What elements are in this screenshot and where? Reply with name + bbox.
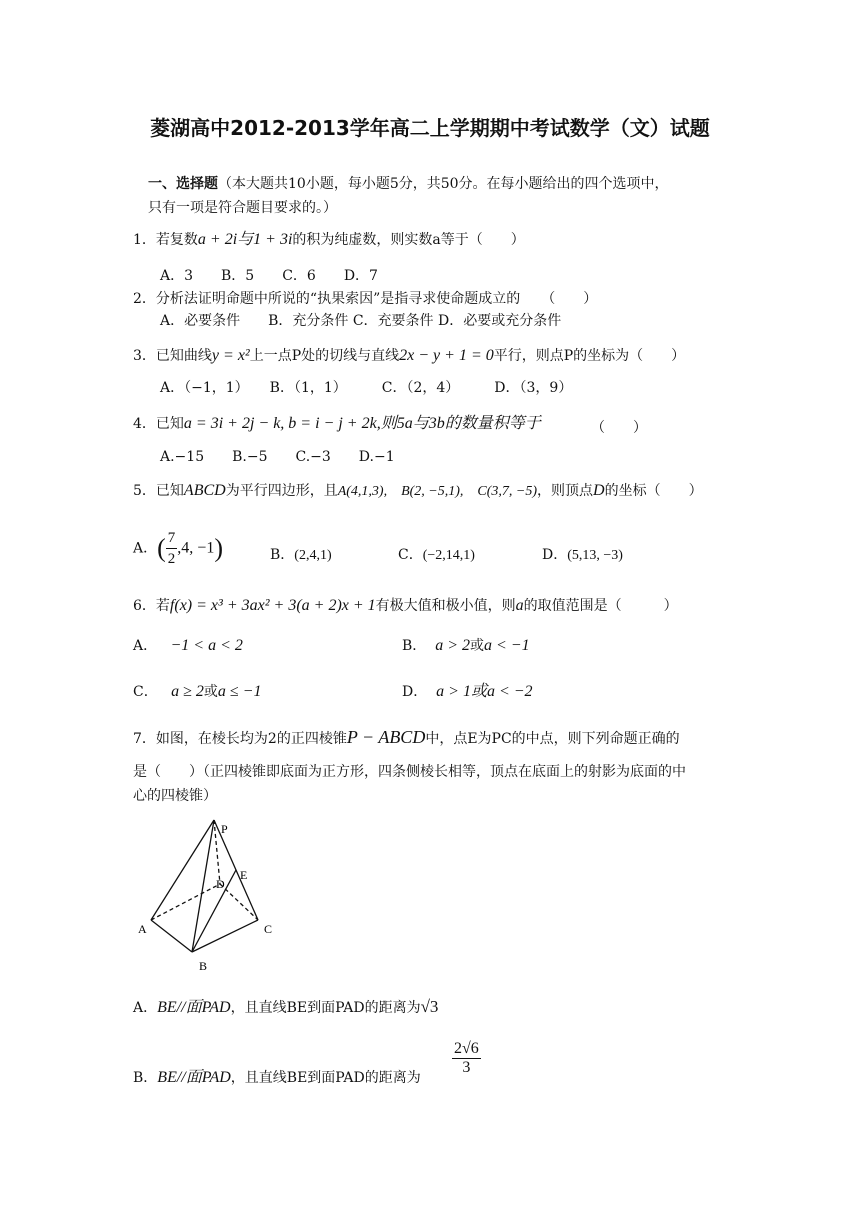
q6-optB2: a < −1 (484, 637, 530, 654)
q6-option-d (402, 682, 533, 702)
section-intro-line1 (148, 174, 669, 194)
q1-number: 1． (133, 232, 156, 248)
q1-post: 的积为纯虚数，则实数a等于（ ） (292, 232, 525, 248)
question-3 (133, 346, 685, 366)
q3-mid: 上一点P处的切线与直线 (249, 348, 400, 364)
question-1 (133, 230, 525, 250)
q5-d: D (593, 482, 605, 499)
edge-DC (220, 884, 258, 920)
q4-bracket: （ ） (591, 420, 647, 436)
q5-optC: (−2,14,1) (422, 548, 475, 563)
label-C: C (264, 922, 273, 936)
q5-mid: 为平行四边形，且 (225, 483, 338, 499)
q6-optA-label: A． (133, 638, 158, 654)
q3-curve: y = x² (211, 347, 250, 364)
q3-line: 2x − y + 1 = 0 (399, 347, 494, 364)
q6-optC-label: C． (133, 684, 158, 700)
q7-optB-expr: BE//面PAD (157, 1069, 231, 1086)
q3-post: 平行，则点P的坐标为（ ） (493, 348, 686, 364)
q7-optB-fraction (452, 1040, 481, 1077)
q7-optA-label: A． (133, 1000, 158, 1016)
edge-AB (151, 920, 192, 952)
edge-PD (214, 820, 220, 884)
q7-optA-expr: BE//面PAD (157, 999, 231, 1016)
q7-optB-num: 2√6 (454, 1040, 479, 1057)
q5-option-b (270, 545, 332, 566)
q6-option-c (133, 682, 261, 702)
q5-option-d (542, 545, 623, 566)
q6-optC1: a ≥ 2 (171, 683, 204, 700)
q6-optC-or: 或 (203, 684, 218, 700)
q1-expr: a + 2i与1 + 3i (197, 231, 293, 248)
q7-optB-den: 3 (462, 1059, 471, 1076)
q6-optD: a > 1或a < −2 (436, 683, 533, 700)
question-4 (133, 414, 541, 434)
q6-post: 的取值范围是（ ） (523, 598, 678, 614)
label-D: D (216, 877, 225, 891)
q1-options: A．3 B．5 C．6 D．7 (160, 268, 378, 284)
q7-pre: 7．如图，在棱长均为2的正四棱锥 (133, 731, 347, 747)
q5-points: A(4,1,3), B(2, −5,1), C(3,7, −5) (337, 484, 538, 499)
q6-optB1: a > 2 (435, 637, 470, 654)
q3-pre: 3．已知曲线 (133, 348, 212, 364)
q5-optA-rest: ,4, −1 (177, 539, 215, 557)
label-E: E (240, 868, 248, 882)
q1-pre: 若复数 (155, 232, 198, 248)
q7-optB-label: B． (133, 1070, 158, 1086)
q5-post-b: 的坐标（ ） (604, 483, 703, 499)
question-6 (133, 596, 678, 616)
q5-optC-label: C． (398, 547, 423, 563)
section-intro-line2: 只有一项是符合题目要求的。） (148, 200, 337, 216)
edge-PA (151, 820, 214, 920)
q5-abcd: ABCD (183, 482, 226, 499)
q5-pre: 5．已知 (133, 483, 184, 499)
q4-pre: 4．已知 (133, 416, 184, 432)
q7-optA-value: √3 (420, 997, 439, 1016)
q5-optB: (2,4,1) (294, 548, 332, 563)
q7-option-a (133, 997, 438, 1018)
section-heading: 一、选择题 (148, 176, 218, 192)
label-B: B (199, 959, 208, 973)
edge-AD (151, 884, 220, 920)
label-A: A (138, 922, 147, 936)
q6-optB-or: 或 (470, 638, 484, 654)
q6-mid: 有极大值和极小值，则 (375, 598, 516, 614)
q6-option-b (402, 636, 530, 656)
q5-optD: (5,13, −3) (567, 548, 623, 563)
q5-optA-num: 7 (166, 528, 178, 549)
q6-a: a (515, 597, 524, 614)
q5-option-a: A．( $\frac{7}{2}$ ,4, −1) (133, 530, 223, 567)
q3-options: A．（−1，1） B．（1，1） C．（2，4） D．（3，9） (160, 380, 573, 396)
q5-optA-label: A． (133, 540, 158, 557)
q7-optA-text: ，且直线BE到面PAD的距离为 (230, 1000, 421, 1016)
q6-optC2: a ≤ −1 (217, 683, 262, 700)
q7-post: 中，点E为PC的中点，则下列命题正确的 (425, 731, 680, 747)
label-P: P (221, 822, 228, 836)
q5-optA-den: 2 (167, 551, 176, 567)
q7-line2: 是（ ）（正四棱锥即底面为正方形，四条侧棱长相等，顶点在底面上的射影为底面的中 (133, 764, 686, 780)
q7-expr: P − ABCD (346, 727, 426, 747)
question-7 (133, 727, 680, 749)
q2-options: A．必要条件 B．充分条件 C．充要条件 D．必要或充分条件 (160, 313, 562, 329)
q5-optA-fraction (166, 528, 178, 569)
section-intro-text: （本大题共10小题，每小题5分，共50分。在每小题给出的四个选项中， (218, 176, 669, 192)
edge-BC (192, 920, 258, 952)
q6-option-a (133, 636, 243, 656)
q5-optB-label: B． (270, 547, 295, 563)
q7-option-b (133, 1068, 421, 1088)
question-5 (133, 481, 703, 502)
q6-optA: −1 < a < 2 (170, 637, 243, 654)
q4-expr: a = 3i + 2j − k, b = i − j + 2k,则5a与3b的数量积等于 (183, 415, 541, 432)
question-2: 2．分析法证明命题中所说的“执果索因”是指寻求使命题成立的 （ ） (133, 291, 598, 307)
q4-options: A.−15 B.−5 C.−3 D.−1 (160, 449, 395, 465)
q6-optD-label: D． (402, 684, 428, 700)
pyramid-figure (130, 812, 280, 977)
q6-expr: f(x) = x³ + 3ax² + 3(a + 2)x + 1 (169, 597, 376, 614)
q5-optD-label: D． (542, 547, 568, 563)
q7-optB-text: ，且直线BE到面PAD的距离为 (230, 1070, 421, 1086)
q7-line3: 心的四棱锥） (133, 788, 217, 804)
q5-post-a: ，则顶点 (537, 483, 594, 499)
q5-option-c (398, 545, 475, 566)
page-title: 菱湖高中2012-2013学年高二上学期期中考试数学（文）试题 (150, 116, 710, 140)
q6-optB-label: B． (402, 638, 427, 654)
q6-pre: 6．若 (133, 598, 170, 614)
